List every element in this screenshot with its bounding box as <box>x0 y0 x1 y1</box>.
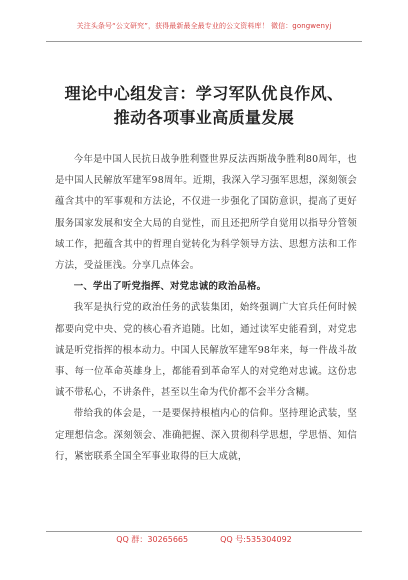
footer-qq-number: QQ 号:535304092 <box>220 535 292 544</box>
paragraph: 我军是执行党的政治任务的武装集团，始终强调广大官兵任何时候都要向党中央、党的核心看齐追随。比如，通过读军史能看到，对党忠诚是听党指挥的根本动力。中国人民解放军建军98年来，每一件战斗故事、每一位革命英雄身上，都能看到革命军人的对党绝对忠诚。这份忠诚不带私心，不讲条件，甚至以生命为代价都不会半分含糊。 <box>55 302 357 399</box>
title-line-2: 推动各项事业高质量发展 <box>113 108 295 127</box>
document-body <box>55 149 357 467</box>
paragraph: 带给我的体会是，一是要保持根植内心的信仰。坚持理论武装，坚定理想信念。深刻领会、准确把握、深入贯彻科学思想，学思悟、知信行，紧密联系全国全军事业取得的巨大成就， <box>55 408 357 462</box>
header-divider <box>46 41 362 42</box>
footer-contact <box>0 534 408 545</box>
title-line-1: 理论中心组发言：学习军队优良作风、 <box>64 84 344 103</box>
footer-divider <box>46 531 362 532</box>
document-title <box>40 82 368 130</box>
footer-qq-group: QQ 群：30265665 <box>116 535 189 544</box>
paragraph: 今年是中国人民抗日战争胜利暨世界反法西斯战争胜利80周年，也是中国人民解放军建军98周年。近期，我深入学习强军思想，深刻领会蕴含其中的军事观和方法论，不仅进一步强化了国防意识，提高了更好服务国家发展和安全大局的自觉性，而且还把所学自觉用以指导分管领域工作，把蕴含其中的哲理自觉转化为科学领导方法、思想方法和工作方法，受益匪浅。分享几点体会。 <box>55 154 357 272</box>
section-heading: 一、学出了听党指挥、对党忠诚的政治品格。 <box>73 281 267 293</box>
header-promo-text: 关注头条号“公文研究”，获得最新最全最专业的公文资料库！ 微信：gongwenyj <box>76 22 332 30</box>
